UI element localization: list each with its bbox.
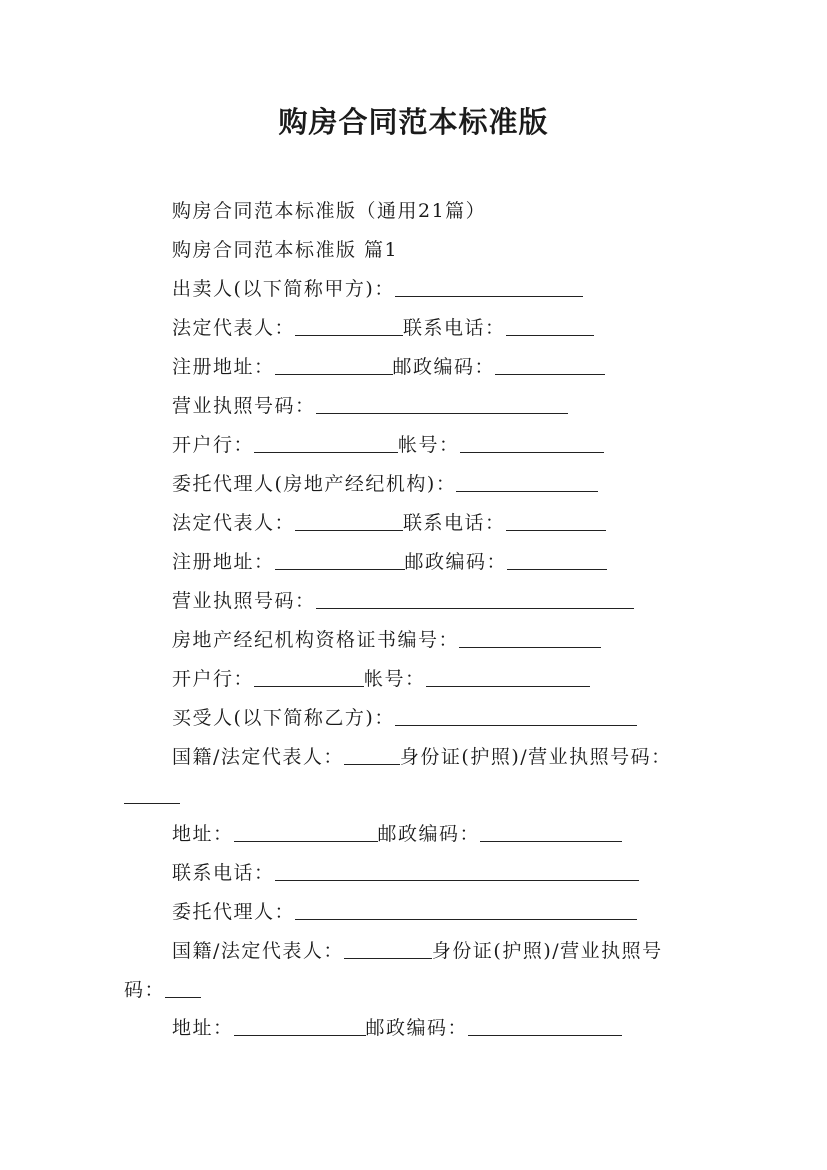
agent-address-line <box>172 550 607 574</box>
buyer-agent-label: 委托代理人： <box>172 901 296 923</box>
seller-bank-line <box>172 433 604 457</box>
buyer-agent-id-label: 身份证(护照)/营业执照号 <box>431 940 663 962</box>
seller-bank-label: 开户行： <box>172 434 255 456</box>
seller-phone-label: 联系电话： <box>403 317 506 339</box>
buyer-agent-address-label: 地址： <box>172 1017 234 1039</box>
buyer-agent-id-blank[interactable] <box>165 979 201 998</box>
buyer-agent-postcode-label: 邮政编码： <box>365 1017 469 1039</box>
buyer-agent-id-label-cont: 码： <box>124 979 166 1001</box>
seller-rep-label: 法定代表人： <box>172 317 296 339</box>
agent-cert-line <box>172 628 601 652</box>
seller-address-blank[interactable] <box>275 356 393 375</box>
buyer-agent-address-line <box>172 1016 622 1040</box>
buyer-address-blank[interactable] <box>234 823 378 842</box>
seller-license-line <box>172 394 568 418</box>
seller-rep-blank[interactable] <box>295 317 403 336</box>
agent-address-label: 注册地址： <box>172 551 275 573</box>
buyer-nationality-blank[interactable] <box>344 746 400 765</box>
seller-postcode-label: 邮政编码： <box>392 356 496 378</box>
buyer-postcode-label: 邮政编码： <box>377 823 481 845</box>
buyer-phone-blank[interactable] <box>275 862 639 881</box>
buyer-address-line <box>172 822 622 846</box>
agent-blank[interactable] <box>456 473 598 492</box>
seller-rep-line <box>172 316 594 340</box>
buyer-agent-nationality-blank[interactable] <box>344 940 432 959</box>
buyer-agent-nationality-label: 国籍/法定代表人： <box>172 940 344 962</box>
agent-bank-line <box>172 667 590 691</box>
seller-postcode-blank[interactable] <box>495 356 605 375</box>
buyer-label: 买受人(以下简称乙方)： <box>172 707 395 729</box>
buyer-postcode-blank[interactable] <box>480 823 622 842</box>
buyer-id-label: 身份证(护照)/营业执照号码： <box>399 746 672 768</box>
agent-bank-label: 开户行： <box>172 668 255 690</box>
buyer-nationality-line <box>172 745 672 769</box>
agent-account-blank[interactable] <box>426 668 590 687</box>
buyer-phone-line <box>172 861 639 885</box>
buyer-nationality-label: 国籍/法定代表人： <box>172 746 344 768</box>
agent-rep-label: 法定代表人： <box>172 512 296 534</box>
buyer-line <box>172 706 637 730</box>
seller-address-line <box>172 355 605 379</box>
buyer-id-continuation <box>124 784 180 808</box>
buyer-agent-line <box>172 900 637 924</box>
subtitle-text: 购房合同范本标准版（通用21篇） <box>172 200 487 222</box>
seller-phone-blank[interactable] <box>506 317 594 336</box>
seller-account-label: 帐号： <box>398 434 460 456</box>
buyer-blank[interactable] <box>395 707 637 726</box>
seller-blank[interactable] <box>395 278 583 297</box>
agent-cert-label: 房地产经纪机构资格证书编号： <box>172 629 460 651</box>
agent-account-label: 帐号： <box>364 668 426 690</box>
buyer-agent-id-continuation <box>124 978 201 1002</box>
agent-license-label: 营业执照号码： <box>172 590 316 612</box>
agent-phone-blank[interactable] <box>506 512 606 531</box>
buyer-agent-blank[interactable] <box>295 901 637 920</box>
seller-license-label: 营业执照号码： <box>172 395 316 417</box>
agent-license-blank[interactable] <box>316 590 634 609</box>
seller-address-label: 注册地址： <box>172 356 275 378</box>
agent-address-blank[interactable] <box>275 551 405 570</box>
section-heading-text: 购房合同范本标准版 篇1 <box>172 239 399 261</box>
agent-rep-blank[interactable] <box>295 512 403 531</box>
agent-phone-label: 联系电话： <box>403 512 506 534</box>
document-title: 购房合同范本标准版 <box>278 105 549 139</box>
buyer-agent-address-blank[interactable] <box>234 1017 366 1036</box>
buyer-phone-label: 联系电话： <box>172 862 275 884</box>
seller-account-blank[interactable] <box>460 434 604 453</box>
subtitle-line <box>172 199 486 223</box>
agent-postcode-blank[interactable] <box>507 551 607 570</box>
seller-label: 出卖人(以下简称甲方)： <box>172 278 395 300</box>
agent-bank-blank[interactable] <box>254 668 364 687</box>
agent-postcode-label: 邮政编码： <box>404 551 508 573</box>
buyer-agent-nationality-line <box>172 939 663 963</box>
section-heading <box>172 238 398 262</box>
agent-rep-line <box>172 511 606 535</box>
buyer-address-label: 地址： <box>172 823 234 845</box>
seller-line <box>172 277 583 301</box>
buyer-agent-postcode-blank[interactable] <box>468 1017 622 1036</box>
seller-license-blank[interactable] <box>316 395 568 414</box>
agent-label: 委托代理人(房地产经纪机构)： <box>172 473 457 495</box>
agent-license-line <box>172 589 634 613</box>
agent-line <box>172 472 598 496</box>
seller-bank-blank[interactable] <box>254 434 398 453</box>
buyer-id-blank[interactable] <box>124 785 180 804</box>
agent-cert-blank[interactable] <box>459 629 601 648</box>
